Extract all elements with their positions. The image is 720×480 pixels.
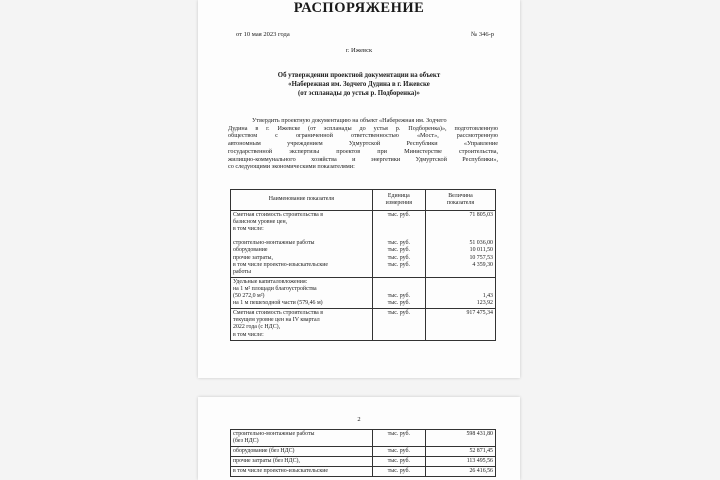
unit-cell: тыс. руб. bbox=[372, 309, 425, 340]
table-row bbox=[231, 430, 496, 447]
document-subject bbox=[198, 71, 520, 99]
document-body-paragraph bbox=[228, 117, 498, 171]
table-row bbox=[231, 309, 496, 340]
body-line: Утвердить проектную документацию на объект «Набережная им. Зодчего bbox=[252, 117, 447, 124]
column-header-indicator: Наименование показателя bbox=[231, 190, 373, 211]
unit-cell: тыс. руб. bbox=[372, 430, 425, 447]
unit-cell: тыс. руб. bbox=[372, 447, 425, 457]
indicator-name-cell: Сметная стоимость строительства в базисном уровне цен, в том числе: строительно-монтажные работы оборудование прочие затраты, в том числе проектно-изыскательские работы bbox=[231, 211, 373, 278]
body-line: автономным учреждением Удмуртской Республики «Управление bbox=[228, 140, 498, 148]
document-city: г. Ижевск bbox=[345, 47, 373, 54]
value-cell: 26 416,56 bbox=[425, 467, 495, 477]
table-row bbox=[231, 447, 496, 457]
table-row bbox=[231, 467, 496, 477]
subject-line: (от эспланады до устья р. Подборенка)» bbox=[298, 90, 420, 98]
table-row bbox=[231, 457, 496, 467]
body-line: жилищно-коммунального хозяйства и энергетики Удмуртской Республики», bbox=[228, 155, 498, 163]
body-line: государственной экспертизы проектов при Министерстве строительства, bbox=[228, 147, 498, 155]
economic-indicators-table-continued bbox=[230, 429, 496, 477]
table-row bbox=[231, 211, 496, 278]
unit-cell: тыс. руб. bbox=[372, 457, 425, 467]
indicator-name-cell: Сметная стоимость строительства в текущем уровне цен на IV квартал 2022 года (с НДС), в том числе: bbox=[231, 309, 373, 340]
body-line: со следующими экономическими показателями: bbox=[228, 163, 355, 171]
document-title: РАСПОРЯЖЕНИЕ bbox=[293, 0, 425, 16]
page-number: 2 bbox=[357, 416, 361, 423]
subject-line: «Набережная им. Зодчего Дудина в г. Ижевске bbox=[288, 81, 430, 89]
document-page-1 bbox=[198, 0, 520, 378]
indicator-name-cell: прочие затраты (без НДС), bbox=[231, 457, 373, 467]
document-date: от 10 мая 2023 года bbox=[236, 31, 290, 38]
body-line: обществом с ограниченной ответственностью «Мост», рассмотренную bbox=[228, 132, 498, 140]
indicator-name-cell: Удельные капиталовложения: на 1 м² площади благоустройства (50 272,0 м²) на 1 м пешеходной части (579,46 м) bbox=[231, 277, 373, 308]
value-cell: 71 805,03 51 036,00 10 011,50 10 757,53 4 359,30 bbox=[425, 211, 495, 278]
value-cell: 598 431,80 bbox=[425, 430, 495, 447]
subject-line: Об утверждении проектной документации на объект bbox=[277, 72, 441, 79]
value-cell: 917 475,34 bbox=[425, 309, 495, 340]
table-row bbox=[231, 277, 496, 308]
unit-cell: тыс. руб. тыс. руб. тыс. руб. тыс. руб. тыс. руб. bbox=[372, 211, 425, 278]
document-number: № 346-р bbox=[471, 31, 494, 38]
document-page-2 bbox=[198, 397, 520, 480]
economic-indicators-table bbox=[230, 189, 496, 341]
table-header-row bbox=[231, 190, 496, 211]
indicator-name-cell: строительно-монтажные работы (без НДС) bbox=[231, 430, 373, 447]
column-header-value: Величина показателя bbox=[425, 190, 495, 211]
value-cell: 1,43 123,92 bbox=[425, 277, 495, 308]
unit-cell: тыс. руб. bbox=[372, 467, 425, 477]
unit-cell: тыс. руб. тыс. руб. bbox=[372, 277, 425, 308]
indicator-name-cell: в том числе проектно-изыскательские bbox=[231, 467, 373, 477]
column-header-unit: Единица измерения bbox=[372, 190, 425, 211]
value-cell: 52 871,45 bbox=[425, 447, 495, 457]
body-line: Дудина в г. Ижевске (от эспланады до устья р. Подборенка)», подготовленную bbox=[228, 124, 498, 132]
value-cell: 113 495,56 bbox=[425, 457, 495, 467]
indicator-name-cell: оборудование (без НДС) bbox=[231, 447, 373, 457]
